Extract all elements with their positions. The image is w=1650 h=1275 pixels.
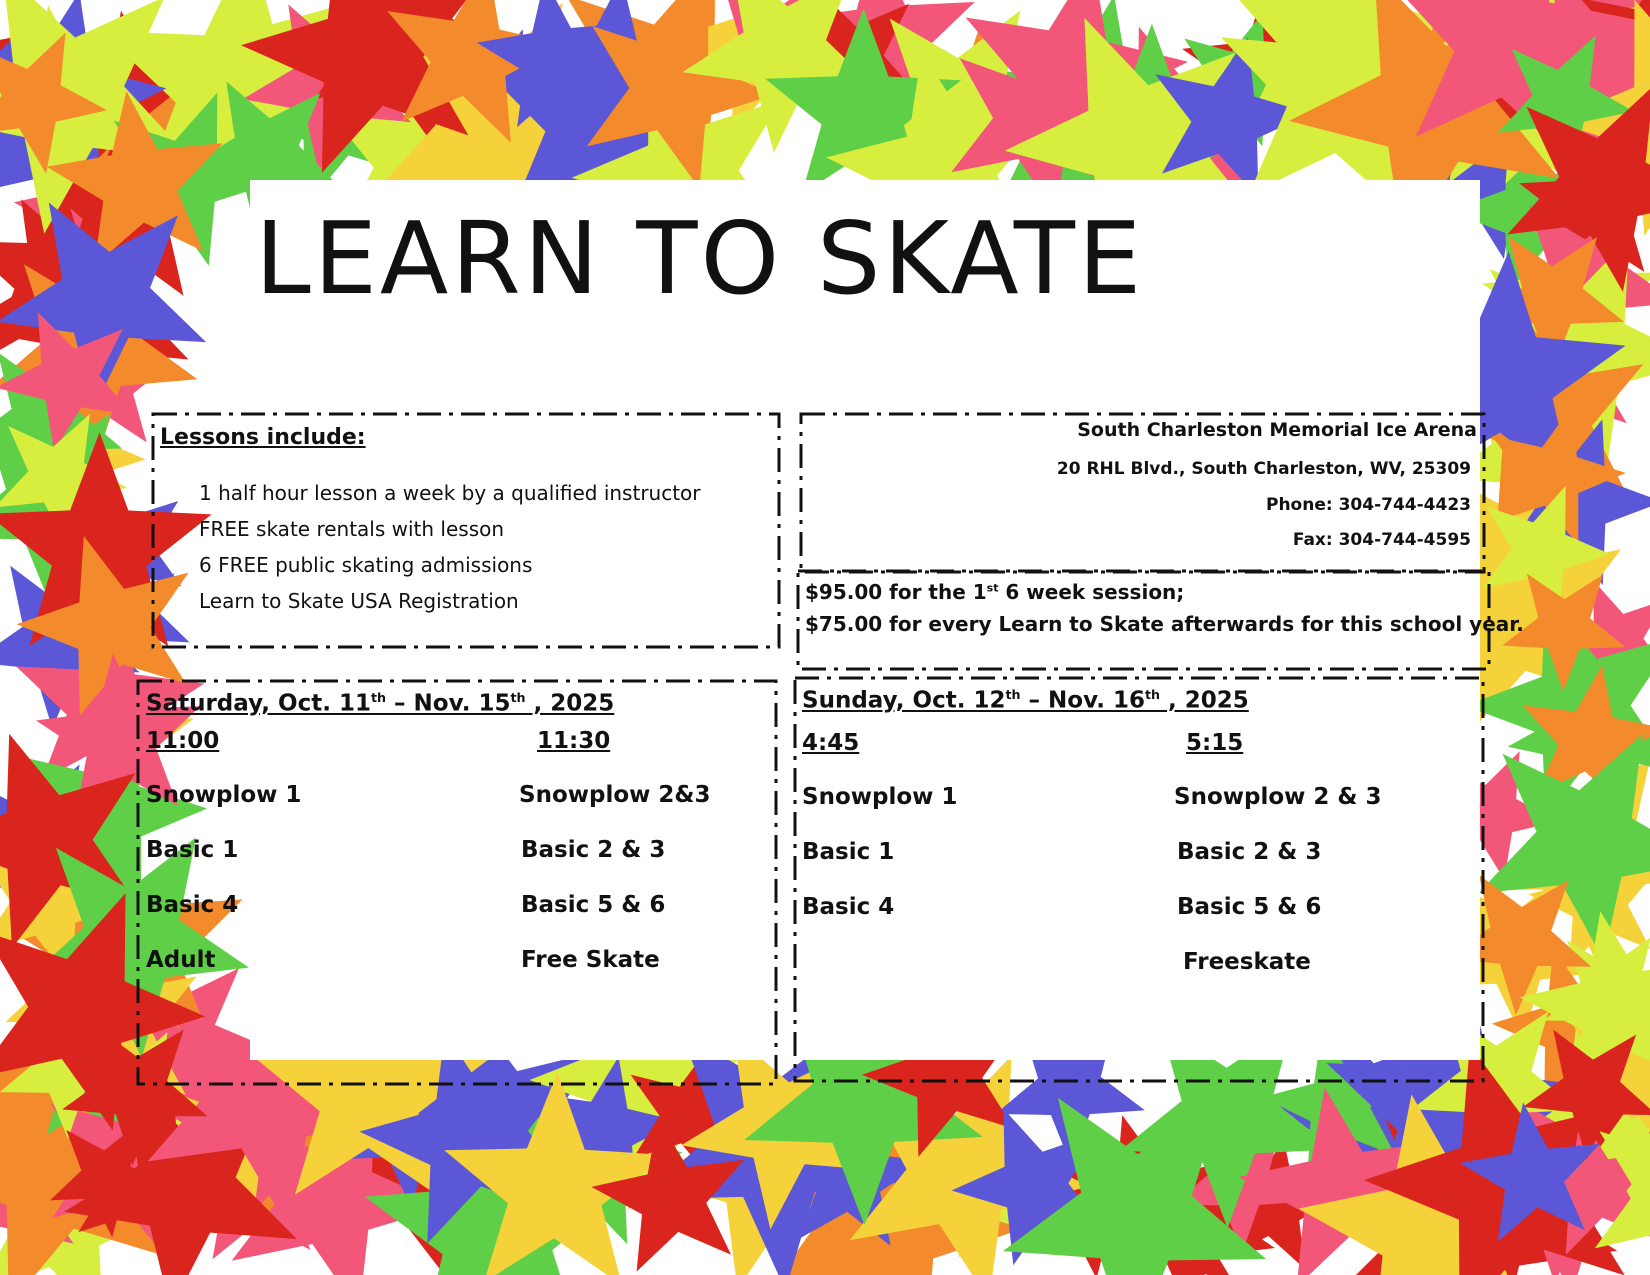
sunday-heading-text: Sunday, Oct. 12 (802, 687, 1006, 714)
sunday-time-1: 4:45 (802, 730, 860, 756)
pricing-line-1-text: $95.00 for the 1 (805, 580, 987, 604)
sunday-schedule-box (794, 677, 1484, 1082)
sunday-time-2: 5:15 (1186, 730, 1244, 756)
lessons-item: 6 FREE public skating admissions (199, 553, 533, 577)
saturday-time-2: 11:30 (537, 728, 611, 754)
saturday-class: Basic 5 & 6 (521, 892, 666, 918)
sunday-heading-sup-2: th (1144, 687, 1161, 702)
sunday-class: Basic 5 & 6 (1177, 894, 1322, 920)
lessons-item: FREE skate rentals with lesson (199, 517, 505, 541)
pricing-line-2: $75.00 for every Learn to Skate afterwards for this school year. (805, 612, 1524, 636)
saturday-class: Adult (146, 947, 216, 973)
pricing-line-1-sup: st (986, 581, 999, 595)
venue-address: 20 RHL Blvd., South Charleston, WV, 25309 (1056, 459, 1471, 479)
lessons-item: 1 half hour lesson a week by a qualified instructor (199, 481, 701, 505)
sunday-heading-sup: th (1005, 687, 1021, 702)
saturday-class: Basic 2 & 3 (521, 837, 666, 863)
lessons-item: Learn to Skate USA Registration (199, 589, 519, 613)
saturday-heading-text: Saturday, Oct. 11 (146, 690, 371, 717)
saturday-class: Basic 1 (146, 837, 239, 863)
sunday-class: Basic 1 (802, 839, 895, 865)
sunday-heading (802, 687, 1249, 714)
venue-box (800, 413, 1485, 573)
sunday-heading-text-end: , 2025 (1160, 687, 1249, 714)
saturday-class: Free Skate (521, 947, 660, 973)
sunday-box-border (794, 677, 1484, 1082)
sunday-class: Basic 2 & 3 (1177, 839, 1322, 865)
venue-name: South Charleston Memorial Ice Arena (1077, 419, 1477, 441)
saturday-heading (146, 690, 614, 717)
lessons-heading: Lessons include: (160, 425, 366, 450)
saturday-class: Snowplow 1 (146, 782, 302, 808)
saturday-class: Snowplow 2&3 (519, 782, 711, 808)
saturday-schedule-box (137, 680, 777, 1085)
saturday-heading-text-end: , 2025 (525, 690, 615, 717)
saturday-heading-text-mid: – Nov. 15 (386, 690, 511, 717)
venue-phone: Phone: 304-744-4423 (1266, 495, 1471, 515)
sunday-class: Snowplow 1 (802, 784, 958, 810)
pricing-line-1 (805, 580, 1184, 604)
saturday-box-border (137, 680, 777, 1085)
venue-fax: Fax: 304-744-4595 (1292, 530, 1471, 550)
saturday-heading-sup: th (370, 690, 387, 705)
saturday-class: Basic 4 (146, 892, 239, 918)
sunday-heading-text-mid: – Nov. 16 (1020, 687, 1145, 714)
saturday-heading-sup-2: th (510, 690, 526, 705)
page-title: LEARN TO SKATE (255, 200, 1145, 317)
sunday-class: Freeskate (1183, 949, 1311, 975)
sunday-class: Snowplow 2 & 3 (1174, 784, 1382, 810)
pricing-box (797, 570, 1524, 670)
saturday-time-1: 11:00 (146, 728, 220, 754)
sunday-class: Basic 4 (802, 894, 895, 920)
pricing-line-1-text-end: 6 week session; (998, 580, 1185, 604)
lessons-box (152, 413, 780, 648)
